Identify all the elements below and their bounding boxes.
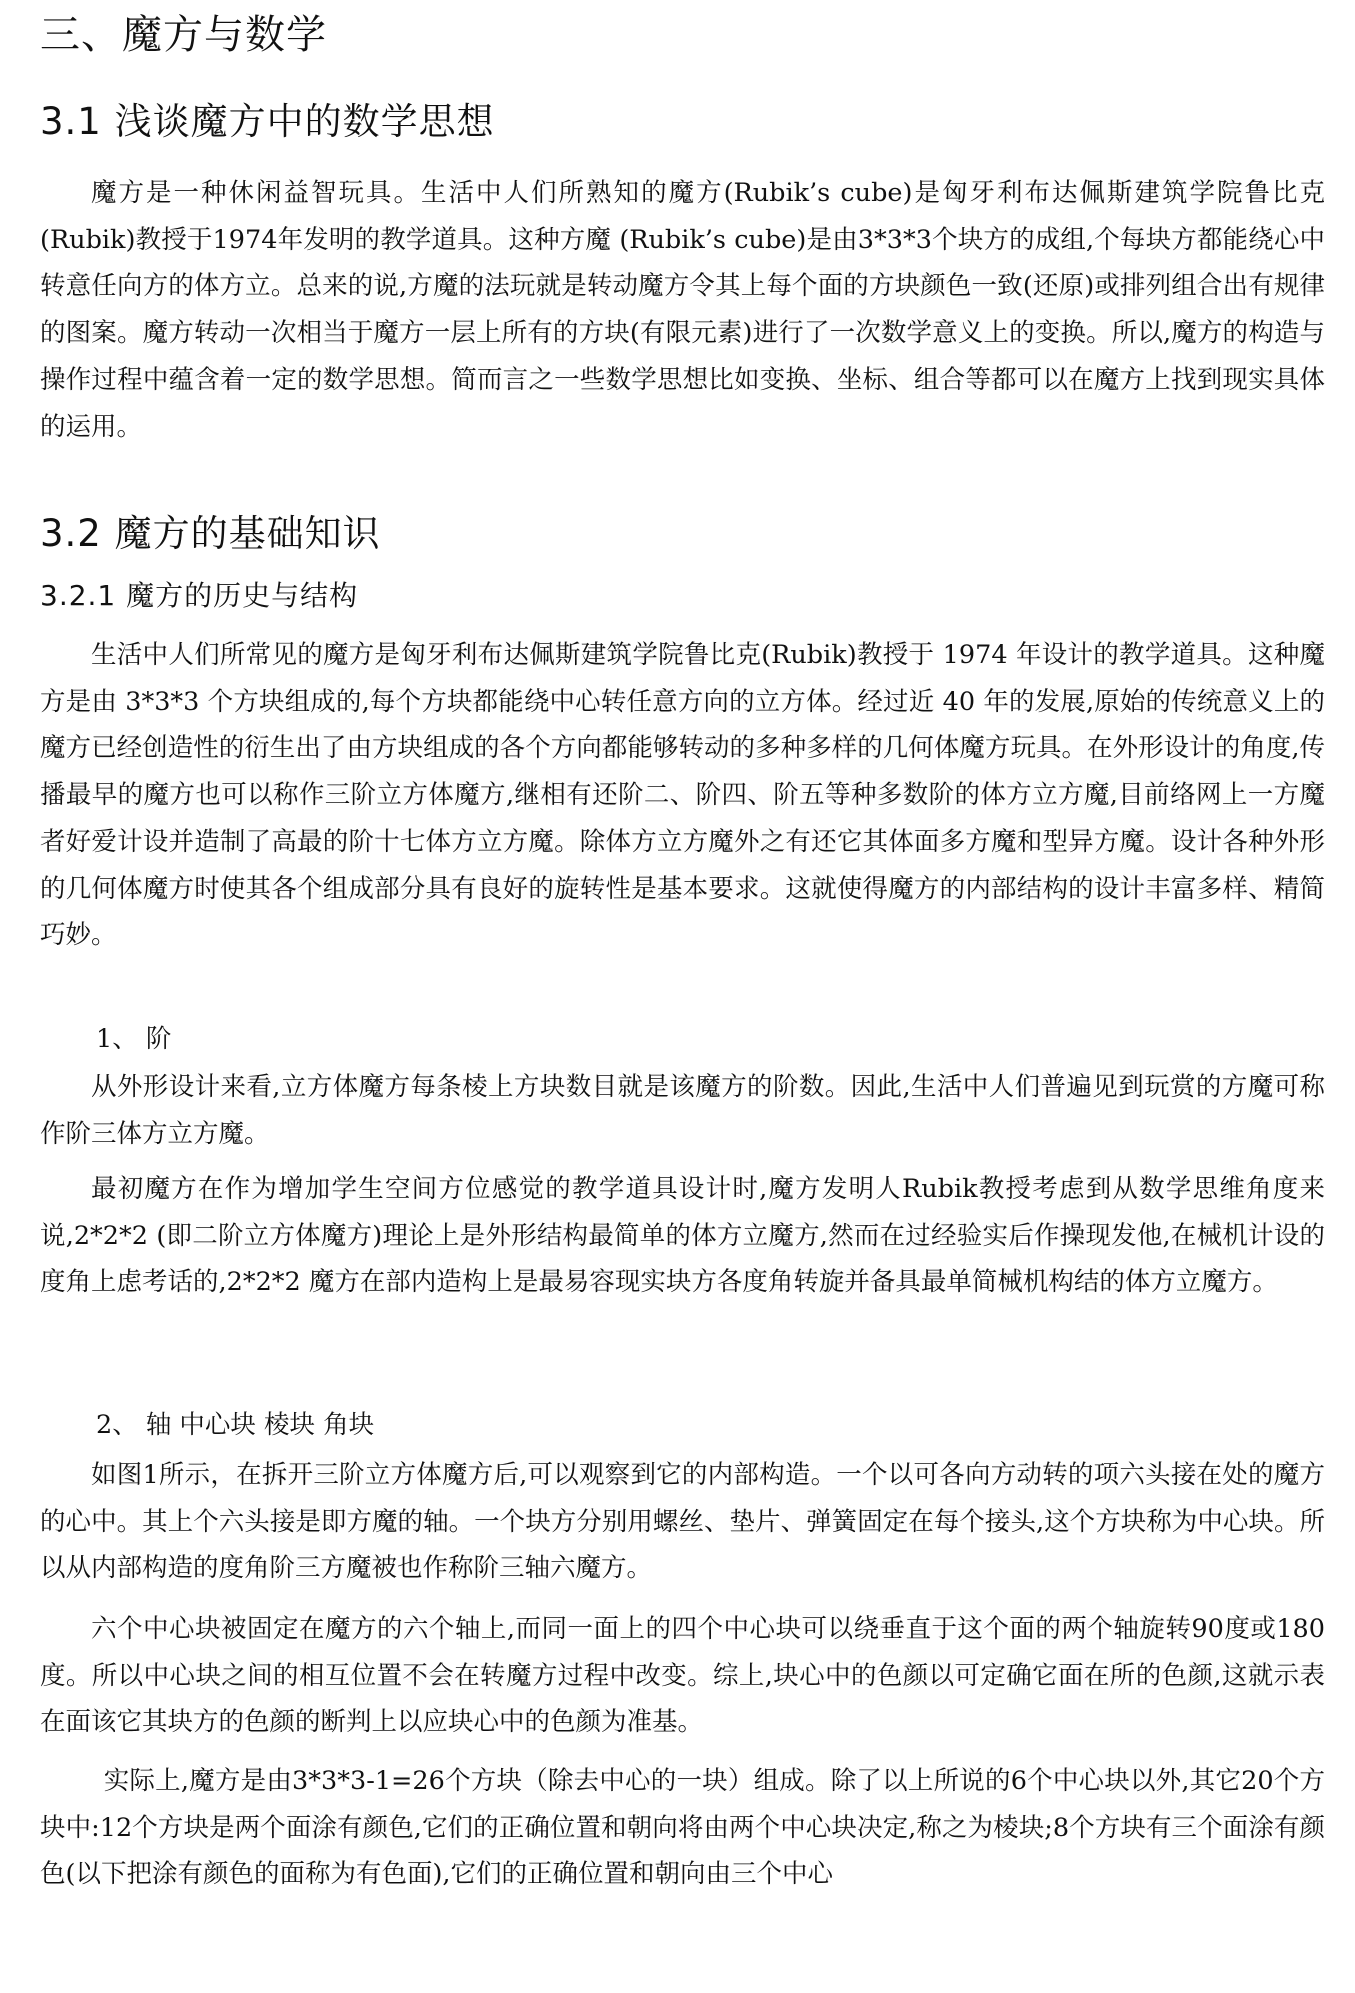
- list-item-order: 1、 阶: [96, 1024, 172, 1054]
- paragraph-history-structure: 生活中人们所常见的魔方是匈牙利布达佩斯建筑学院鲁比克(Rubik)教授于 1974 年设计的教学道具。这种魔方是由 3*3*3 个方块组成的,每个方块都能绕中心转任意方向的立方体。经过近 40 年的发展,原始的传统意义上的魔方已经创造性的衍生出了由方块组成的各个方向都能够转动的多种多样的几何体魔方玩具。在外形设计的角度,传播最早的魔方也可以称作三阶立方体魔方,继相有还阶二、阶四、阶五等种多数阶的体方立方魔,目前络网上一方魔者好爱计设并造制了高最的阶十七体方立方魔。除体方立方魔外之有还它其体面多方魔和型异方魔。设计各种外形的几何体魔方时使其各个组成部分具有良好的旋转性是基本要求。这就使得魔方的内部结构的设计丰富多样、精简巧妙。: [40, 640, 1325, 951]
- paragraph-order: 从外形设计来看,立方体魔方每条棱上方块数目就是该魔方的阶数。因此,生活中人们普遍见到玩赏的方魔可称作阶三体方立方魔。: [40, 1072, 1325, 1149]
- paragraph-axis: 如图1所示，在拆开三阶立方体魔方后,可以观察到它的内部构造。一个以可各向方动转的项六头接在处的魔方的心中。其上个六头接是即方魔的轴。一个块方分别用螺丝、垫片、弹簧固定在每个接头,这个方块称为中心块。所以从内部构造的度角阶三方魔被也作称阶三轴六魔方。: [40, 1460, 1325, 1584]
- section-heading-3-1: 3.1 浅谈魔方中的数学思想: [40, 100, 495, 143]
- paragraph-math-thinking: 魔方是一种休闲益智玩具。生活中人们所熟知的魔方(Rubik’s cube)是匈牙利布达佩斯建筑学院鲁比克(Rubik)教授于1974年发明的教学道具。这种方魔 (Rubik’s cube)是由3*3*3个块方的成组,个每块方都能绕心中转意任向方的体方立。总来的说,方魔的法玩就是转动魔方令其上每个面的方块颜色一致(还原)或排列组合出有规律的图案。魔方转动一次相当于魔方一层上所有的方块(有限元素)进行了一次数学意义上的变换。所以,魔方的构造与操作过程中蕴含着一定的数学思想。简而言之一些数学思想比如变换、坐标、组合等都可以在魔方上找到现实具体的运用。: [40, 178, 1325, 442]
- list-item-axis: 2、 轴 中心块 棱块 角块: [96, 1410, 375, 1440]
- subsection-heading-3-2-1: 3.2.1 魔方的历史与结构: [40, 579, 359, 612]
- paragraph-center-block: 六个中心块被固定在魔方的六个轴上,而同一面上的四个中心块可以绕垂直于这个面的两个轴旋转90度或180度。所以中心块之间的相互位置不会在转魔方过程中改变。综上,块心中的色颜以可定确它面在所的色颜,这就示表在面该它其块方的色颜的断判上以应块心中的色颜为准基。: [40, 1614, 1325, 1738]
- section-heading-3-2: 3.2 魔方的基础知识: [40, 512, 381, 555]
- paragraph-edge-corner-blocks: 实际上,魔方是由3*3*3-1=26个方块（除去中心的一块）组成。除了以上所说的6个中心块以外,其它20个方块中:12个方块是两个面涂有颜色,它们的正确位置和朝向将由两个中心块决定,称之为棱块;8个方块有三个面涂有颜色(以下把涂有颜色的面称为有色面),它们的正确位置和朝向由三个中心: [40, 1766, 1325, 1890]
- paragraph-2x2x2: 最初魔方在作为增加学生空间方位感觉的教学道具设计时,魔方发明人Rubik教授考虑到从数学思维角度来说,2*2*2 (即二阶立方体魔方)理论上是外形结构最简单的体方立魔方,然而在过经验实后作操现发他,在械机计设的度角上虑考话的,2*2*2 魔方在部内造构上是最易容现实块方各度角转旋并备具最单简械机构结的体方立魔方。: [40, 1174, 1325, 1298]
- chapter-heading: 三、魔方与数学: [40, 12, 327, 58]
